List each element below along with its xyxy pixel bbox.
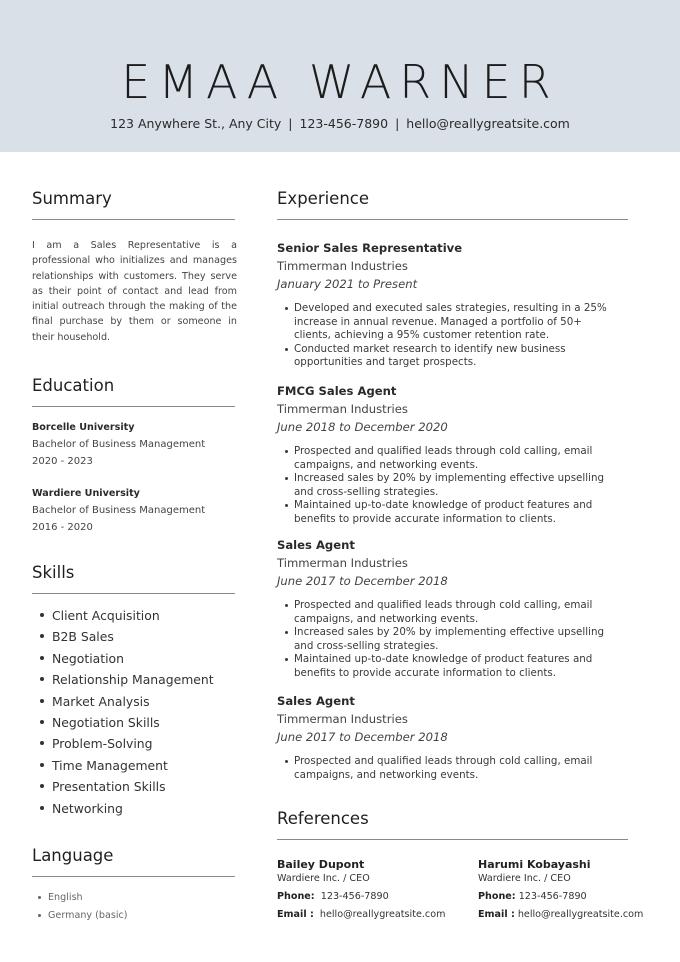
skill-item: Client Acquisition bbox=[40, 607, 214, 628]
skill-item: B2B Sales bbox=[40, 628, 214, 649]
experience-divider bbox=[277, 219, 628, 220]
reference-email-row bbox=[478, 909, 643, 921]
phone-label: Phone: bbox=[277, 891, 315, 902]
reference-card bbox=[478, 858, 643, 921]
language-divider bbox=[32, 876, 235, 877]
job-company: Timmerman Industries bbox=[277, 712, 408, 726]
language-heading: Language bbox=[32, 846, 114, 865]
job-bullets bbox=[277, 755, 622, 782]
reference-email: hello@reallygreatsite.com bbox=[517, 909, 644, 920]
job-dates: June 2018 to December 2020 bbox=[277, 420, 448, 434]
job-bullets bbox=[277, 599, 622, 680]
education-heading: Education bbox=[32, 376, 115, 395]
job-company: Timmerman Industries bbox=[277, 259, 408, 273]
job-title: FMCG Sales Agent bbox=[277, 384, 397, 398]
job-entry bbox=[277, 694, 622, 782]
reference-name: Bailey Dupont bbox=[277, 858, 365, 871]
skill-item: Presentation Skills bbox=[40, 778, 214, 799]
job-company: Timmerman Industries bbox=[277, 556, 408, 570]
header-banner bbox=[0, 0, 680, 152]
school-name: Borcelle University bbox=[32, 422, 135, 433]
skills-heading: Skills bbox=[32, 563, 75, 582]
job-bullet: Developed and executed sales strategies, resulting in a 25% increase in annual revenue. Managed a portfolio of 50+ clients, achieving a 95% customer retention rate. bbox=[277, 302, 622, 343]
job-bullets bbox=[277, 302, 622, 370]
skill-item: Negotiation bbox=[40, 650, 214, 671]
phone-label: Phone: bbox=[478, 891, 516, 902]
language-item: English bbox=[38, 891, 128, 909]
job-bullet: Prospected and qualified leads through cold calling, email campaigns, and networking events. bbox=[277, 755, 622, 782]
job-bullet: Prospected and qualified leads through cold calling, email campaigns, and networking events. bbox=[277, 599, 622, 626]
summary-divider bbox=[32, 219, 235, 220]
school-name: Wardiere University bbox=[32, 488, 140, 499]
education-item bbox=[32, 488, 205, 533]
summary-heading: Summary bbox=[32, 189, 112, 208]
reference-email-row bbox=[277, 909, 445, 921]
reference-phone: 123-456-7890 bbox=[518, 891, 587, 902]
job-bullet: Increased sales by 20% by implementing effective upselling and cross-selling strategies. bbox=[277, 472, 622, 499]
job-bullet: Maintained up-to-date knowledge of product features and benefits to provide accurate information to clients. bbox=[277, 653, 622, 680]
job-bullet: Maintained up-to-date knowledge of product features and benefits to provide accurate information to clients. bbox=[277, 499, 622, 526]
summary-text: I am a Sales Representative is a professional who initializes and manages relationships with customers. They serve as their point of contact and lead from initial outreach through the making of the final purchase by them or someone in their household. bbox=[32, 240, 237, 343]
job-entry bbox=[277, 241, 622, 370]
skill-item: Relationship Management bbox=[40, 671, 214, 692]
job-dates: June 2017 to December 2018 bbox=[277, 730, 448, 744]
reference-role: Wardiere Inc. / CEO bbox=[277, 873, 370, 884]
email-label: Email : bbox=[277, 909, 314, 920]
education-item bbox=[32, 422, 205, 467]
job-entry bbox=[277, 384, 622, 526]
skills-divider bbox=[32, 593, 235, 594]
skill-item: Market Analysis bbox=[40, 693, 214, 714]
contact-separator: | bbox=[395, 116, 400, 131]
skill-item: Negotiation Skills bbox=[40, 714, 214, 735]
job-entry bbox=[277, 538, 622, 680]
degree-text: Bachelor of Business Management bbox=[32, 439, 206, 450]
job-bullets bbox=[277, 445, 622, 526]
experience-heading: Experience bbox=[277, 189, 370, 208]
skill-item: Time Management bbox=[40, 757, 214, 778]
job-bullet: Conducted market research to identify new business opportunities and target prospects. bbox=[277, 343, 622, 370]
references-divider bbox=[277, 839, 628, 840]
reference-phone-row bbox=[277, 891, 445, 903]
address-text: 123 Anywhere St., Any City bbox=[110, 116, 282, 131]
candidate-name: EMAA WARNER bbox=[121, 55, 559, 109]
contact-line bbox=[0, 116, 680, 131]
job-dates: June 2017 to December 2018 bbox=[277, 574, 448, 588]
skill-item: Networking bbox=[40, 800, 214, 821]
job-title: Sales Agent bbox=[277, 694, 355, 708]
job-bullet: Prospected and qualified leads through cold calling, email campaigns, and networking events. bbox=[277, 445, 622, 472]
language-list bbox=[38, 891, 128, 927]
reference-card bbox=[277, 858, 445, 921]
language-item: Germany (basic) bbox=[38, 909, 128, 927]
reference-role: Wardiere Inc. / CEO bbox=[478, 873, 571, 884]
phone-text: 123-456-7890 bbox=[299, 116, 389, 131]
degree-text: Bachelor of Business Management bbox=[32, 505, 206, 516]
job-title: Senior Sales Representative bbox=[277, 241, 463, 255]
job-title: Sales Agent bbox=[277, 538, 355, 552]
skills-list bbox=[40, 607, 214, 821]
skill-item: Problem-Solving bbox=[40, 735, 214, 756]
job-bullet: Increased sales by 20% by implementing effective upselling and cross-selling strategies. bbox=[277, 626, 622, 653]
reference-phone-row bbox=[478, 891, 643, 903]
email-text: hello@reallygreatsite.com bbox=[406, 116, 570, 131]
years-text: 2016 - 2020 bbox=[32, 522, 93, 533]
job-company: Timmerman Industries bbox=[277, 402, 408, 416]
email-label: Email : bbox=[478, 909, 515, 920]
years-text: 2020 - 2023 bbox=[32, 456, 93, 467]
reference-phone: 123-456-7890 bbox=[320, 891, 389, 902]
contact-separator: | bbox=[288, 116, 293, 131]
education-divider bbox=[32, 406, 235, 407]
reference-email: hello@reallygreatsite.com bbox=[319, 909, 446, 920]
references-heading: References bbox=[277, 809, 369, 828]
job-dates: January 2021 to Present bbox=[277, 277, 418, 291]
reference-name: Harumi Kobayashi bbox=[478, 858, 591, 871]
